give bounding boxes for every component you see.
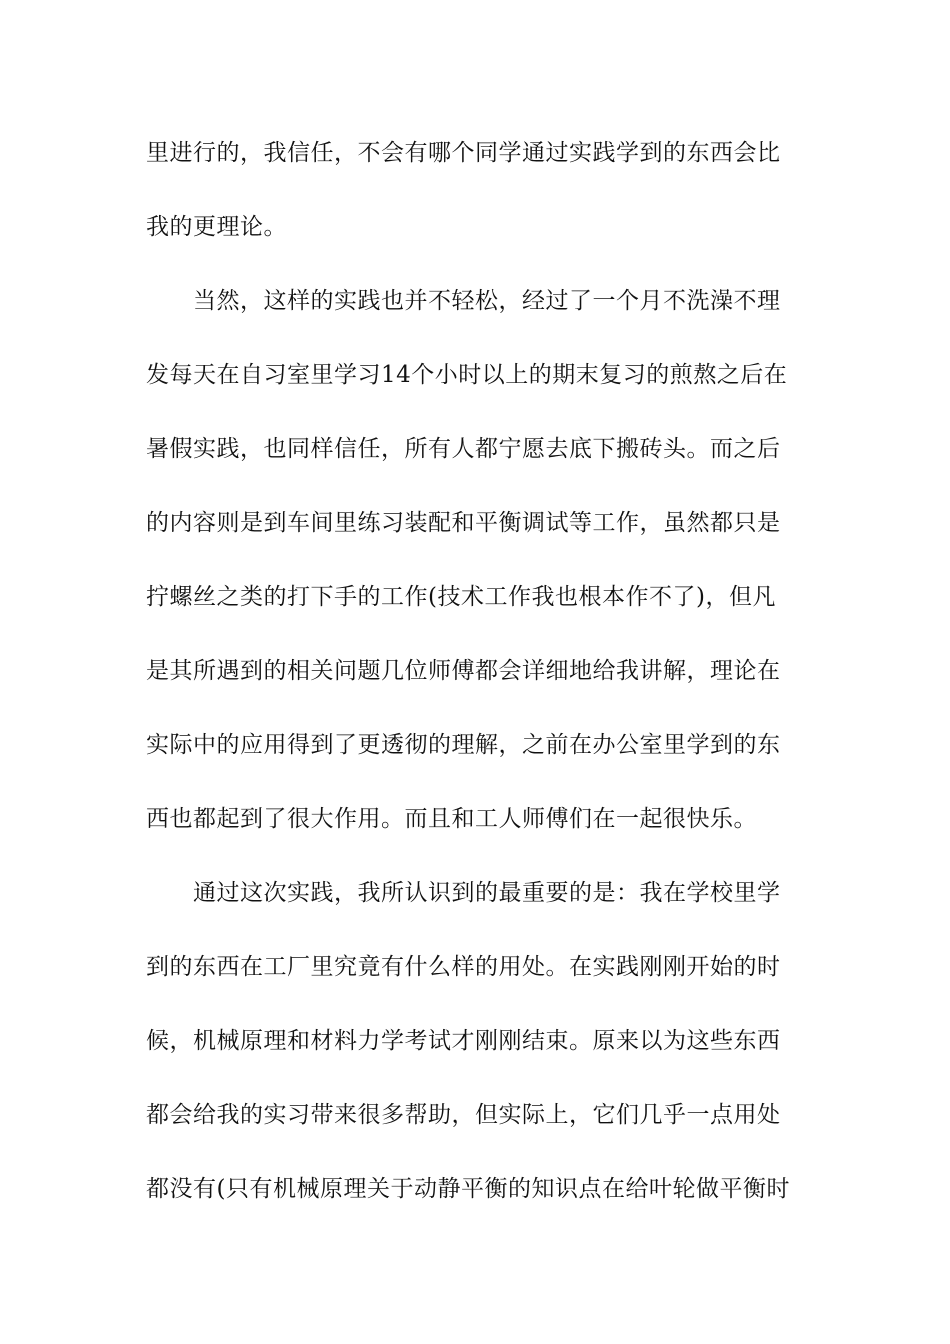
text-line: 到的东西在工厂里究竟有什么样的用处。在实践刚刚开始的时 [146, 954, 781, 980]
text-line: 我的更理论。 [146, 214, 287, 240]
paragraph-first-line: 通过这次实践，我所认识到的最重要的是：我在学校里学 [193, 880, 781, 906]
text-line: 西也都起到了很大作用。而且和工人师傅们在一起很快乐。 [146, 806, 757, 832]
text-line: 候，机械原理和材料力学考试才刚刚结束。原来以为这些东西 [146, 1028, 781, 1054]
text-line: 发每天在自习室里学习14个小时以上的期末复习的煎熬之后在 [146, 362, 788, 388]
text-line: 暑假实践，也同样信任，所有人都宁愿去底下搬砖头。而之后 [146, 436, 781, 462]
text-line: 拧螺丝之类的打下手的工作(技术工作我也根本作不了)，但凡 [146, 584, 776, 610]
text-line: 里进行的，我信任，不会有哪个同学通过实践学到的东西会比 [146, 140, 781, 166]
text-line: 是其所遇到的相关问题几位师傅都会详细地给我讲解，理论在 [146, 658, 781, 684]
text-line: 的内容则是到车间里练习装配和平衡调试等工作，虽然都只是 [146, 510, 781, 536]
text-line: 都没有(只有机械原理关于动静平衡的知识点在给叶轮做平衡时 [146, 1176, 790, 1202]
text-line: 都会给我的实习带来很多帮助，但实际上，它们几乎一点用处 [146, 1102, 781, 1128]
paragraph-first-line: 当然，这样的实践也并不轻松，经过了一个月不洗澡不理 [193, 288, 781, 314]
text-line: 实际中的应用得到了更透彻的理解，之前在办公室里学到的东 [146, 732, 781, 758]
